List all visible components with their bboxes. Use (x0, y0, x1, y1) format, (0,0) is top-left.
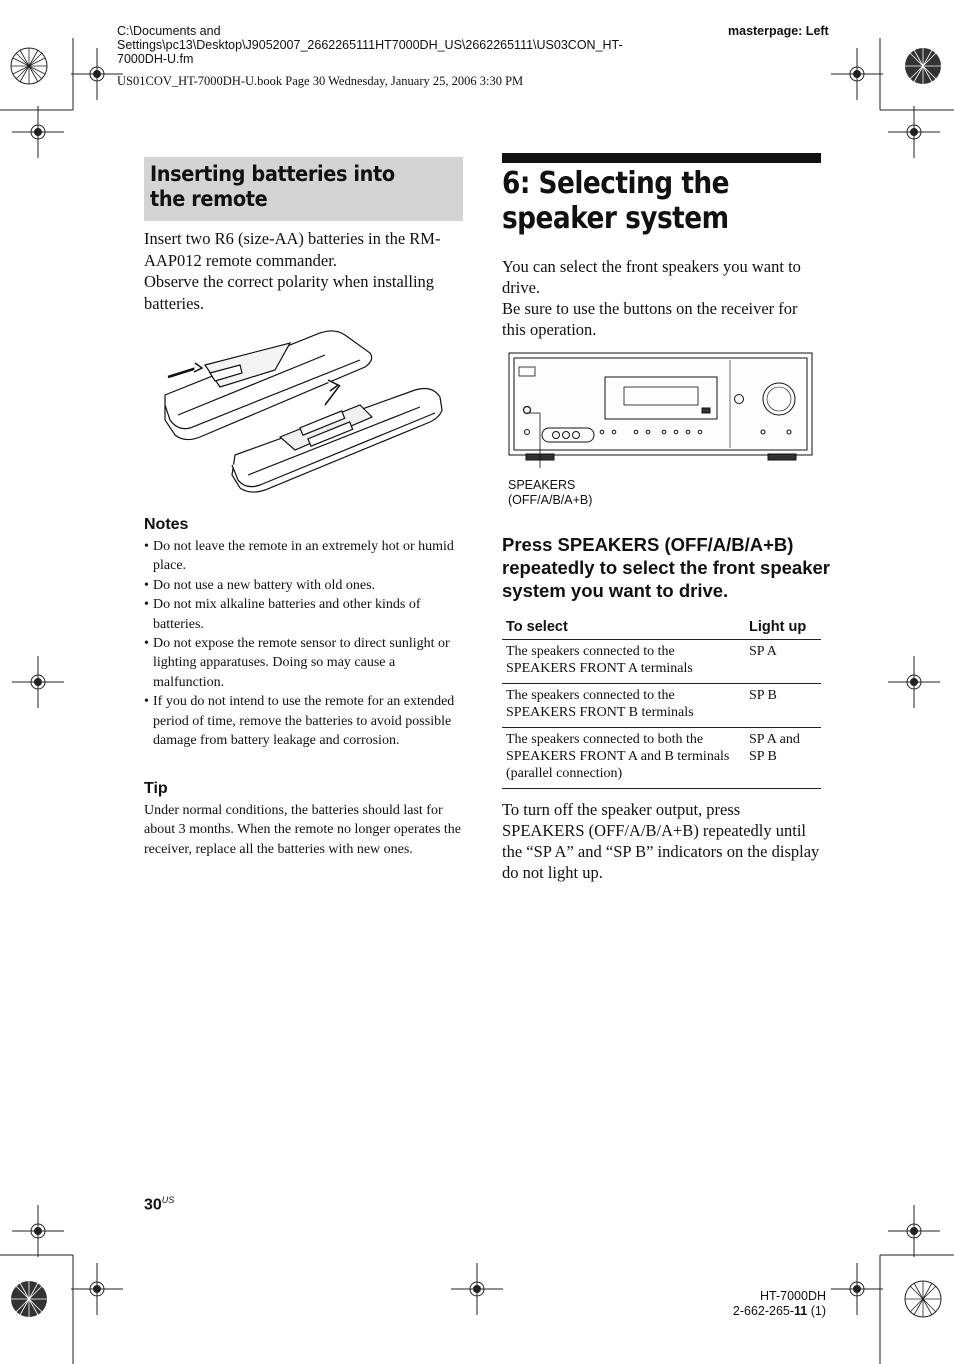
registration-mark-top-left (11, 48, 47, 84)
model-name: HT-7000DH (760, 1289, 826, 1303)
header-path-line2: Settings\pc13\Desktop\J9052007_2662265111HT7000DH_US\2662265111\US03CON_HT- (117, 38, 623, 52)
batteries-intro-p1: Insert two R6 (size-AA) batteries in the RM-AAP012 remote commander. (144, 229, 441, 270)
table-row (502, 728, 821, 789)
table-header-to-select: To select (502, 616, 745, 640)
page-number-value: 30 (144, 1196, 162, 1214)
table-cell: SP A and SP B (745, 728, 821, 789)
speaker-intro-p2: Be sure to use the buttons on the receiver for this operation. (502, 299, 798, 339)
section-rule (502, 153, 821, 163)
crosshair-target (12, 1205, 64, 1257)
table-cell: SP A (745, 640, 821, 684)
table-row (502, 640, 821, 684)
receiver-front-panel-illustration (506, 350, 816, 468)
table-row (502, 684, 821, 728)
batteries-intro (144, 228, 464, 314)
speaker-selection-table (502, 616, 821, 789)
page-number (144, 1195, 174, 1214)
remote-battery-illustration (160, 325, 450, 505)
crosshair-target (888, 106, 940, 158)
table-cell: The speakers connected to both the SPEAKERS FRONT A and B terminals (parallel connection) (502, 728, 745, 789)
crosshair-target (71, 48, 123, 100)
notes-list (144, 537, 464, 750)
model-info (700, 1289, 826, 1319)
callout-line1: SPEAKERS (508, 478, 576, 492)
table-cell: The speakers connected to the SPEAKERS FRONT B terminals (502, 684, 745, 728)
crosshair-target (12, 106, 64, 158)
crosshair-target (71, 1263, 123, 1315)
header-path-line3: 7000DH-U.fm (117, 52, 194, 66)
crosshair-target (831, 48, 883, 100)
tip-text: Under normal conditions, the batteries should last for about 3 months. When the remote no longer operates the receiver, replace all the batteries with new ones. (144, 803, 461, 857)
crosshair-target (12, 656, 64, 708)
note-item: • Do not use a new battery with old ones. (144, 576, 464, 595)
header-book-info: US01COV_HT-7000DH-U.book Page 30 Wednesday, January 25, 2006 3:30 PM (117, 74, 524, 88)
header-masterpage: masterpage: Left (728, 24, 829, 38)
step-instruction-heading: Press SPEAKERS (OFF/A/B/A+B) repeatedly to select the front speaker system you want to drive. (502, 534, 830, 601)
batteries-intro-p2: Observe the correct polarity when installing batteries. (144, 272, 435, 313)
crosshair-target (888, 1205, 940, 1257)
crosshair-target (831, 1263, 883, 1315)
note-item: • Do not mix alkaline batteries and other kinds of batteries. (144, 595, 464, 634)
header-file-path (117, 24, 677, 66)
notes-heading: Notes (144, 516, 189, 533)
speaker-intro (502, 256, 822, 340)
table-cell: The speakers connected to the SPEAKERS FRONT A terminals (502, 640, 745, 684)
note-item: • If you do not intend to use the remote for an extended period of time, remove the batteries to avoid possible damage from battery leakage and corrosion. (144, 692, 464, 750)
speakers-callout-label (508, 478, 592, 508)
tip-heading: Tip (144, 780, 168, 797)
crosshair-target (888, 656, 940, 708)
registration-mark-bottom-right (905, 1281, 941, 1317)
turn-off-instructions: To turn off the speaker output, press SPEAKERS (OFF/A/B/A+B) repeatedly until the “SP A” and “SP B” indicators on the display do not light up. (502, 800, 820, 882)
header-path-line1: C:\Documents and (117, 24, 221, 38)
model-code: 2-662-265-11 (1) (732, 1304, 826, 1318)
speaker-intro-p1: You can select the front speakers you want to drive. (502, 257, 801, 297)
crosshair-target (451, 1263, 503, 1315)
section-title-speaker: 6: Selecting the speaker system (502, 166, 730, 236)
table-header-light-up: Light up (745, 616, 821, 640)
note-item: • Do not leave the remote in an extremely hot or humid place. (144, 537, 464, 576)
note-item: • Do not expose the remote sensor to direct sunlight or lighting apparatuses. Doing so may cause a malfunction. (144, 634, 464, 692)
registration-mark-bottom-left (11, 1281, 47, 1317)
table-cell: SP B (745, 684, 821, 728)
section-title-batteries: Inserting batteries into the remote (150, 162, 395, 211)
page-number-suffix: US (161, 1195, 175, 1205)
callout-line2: (OFF/A/B/A+B) (508, 493, 593, 507)
registration-mark-top-right (905, 48, 941, 84)
